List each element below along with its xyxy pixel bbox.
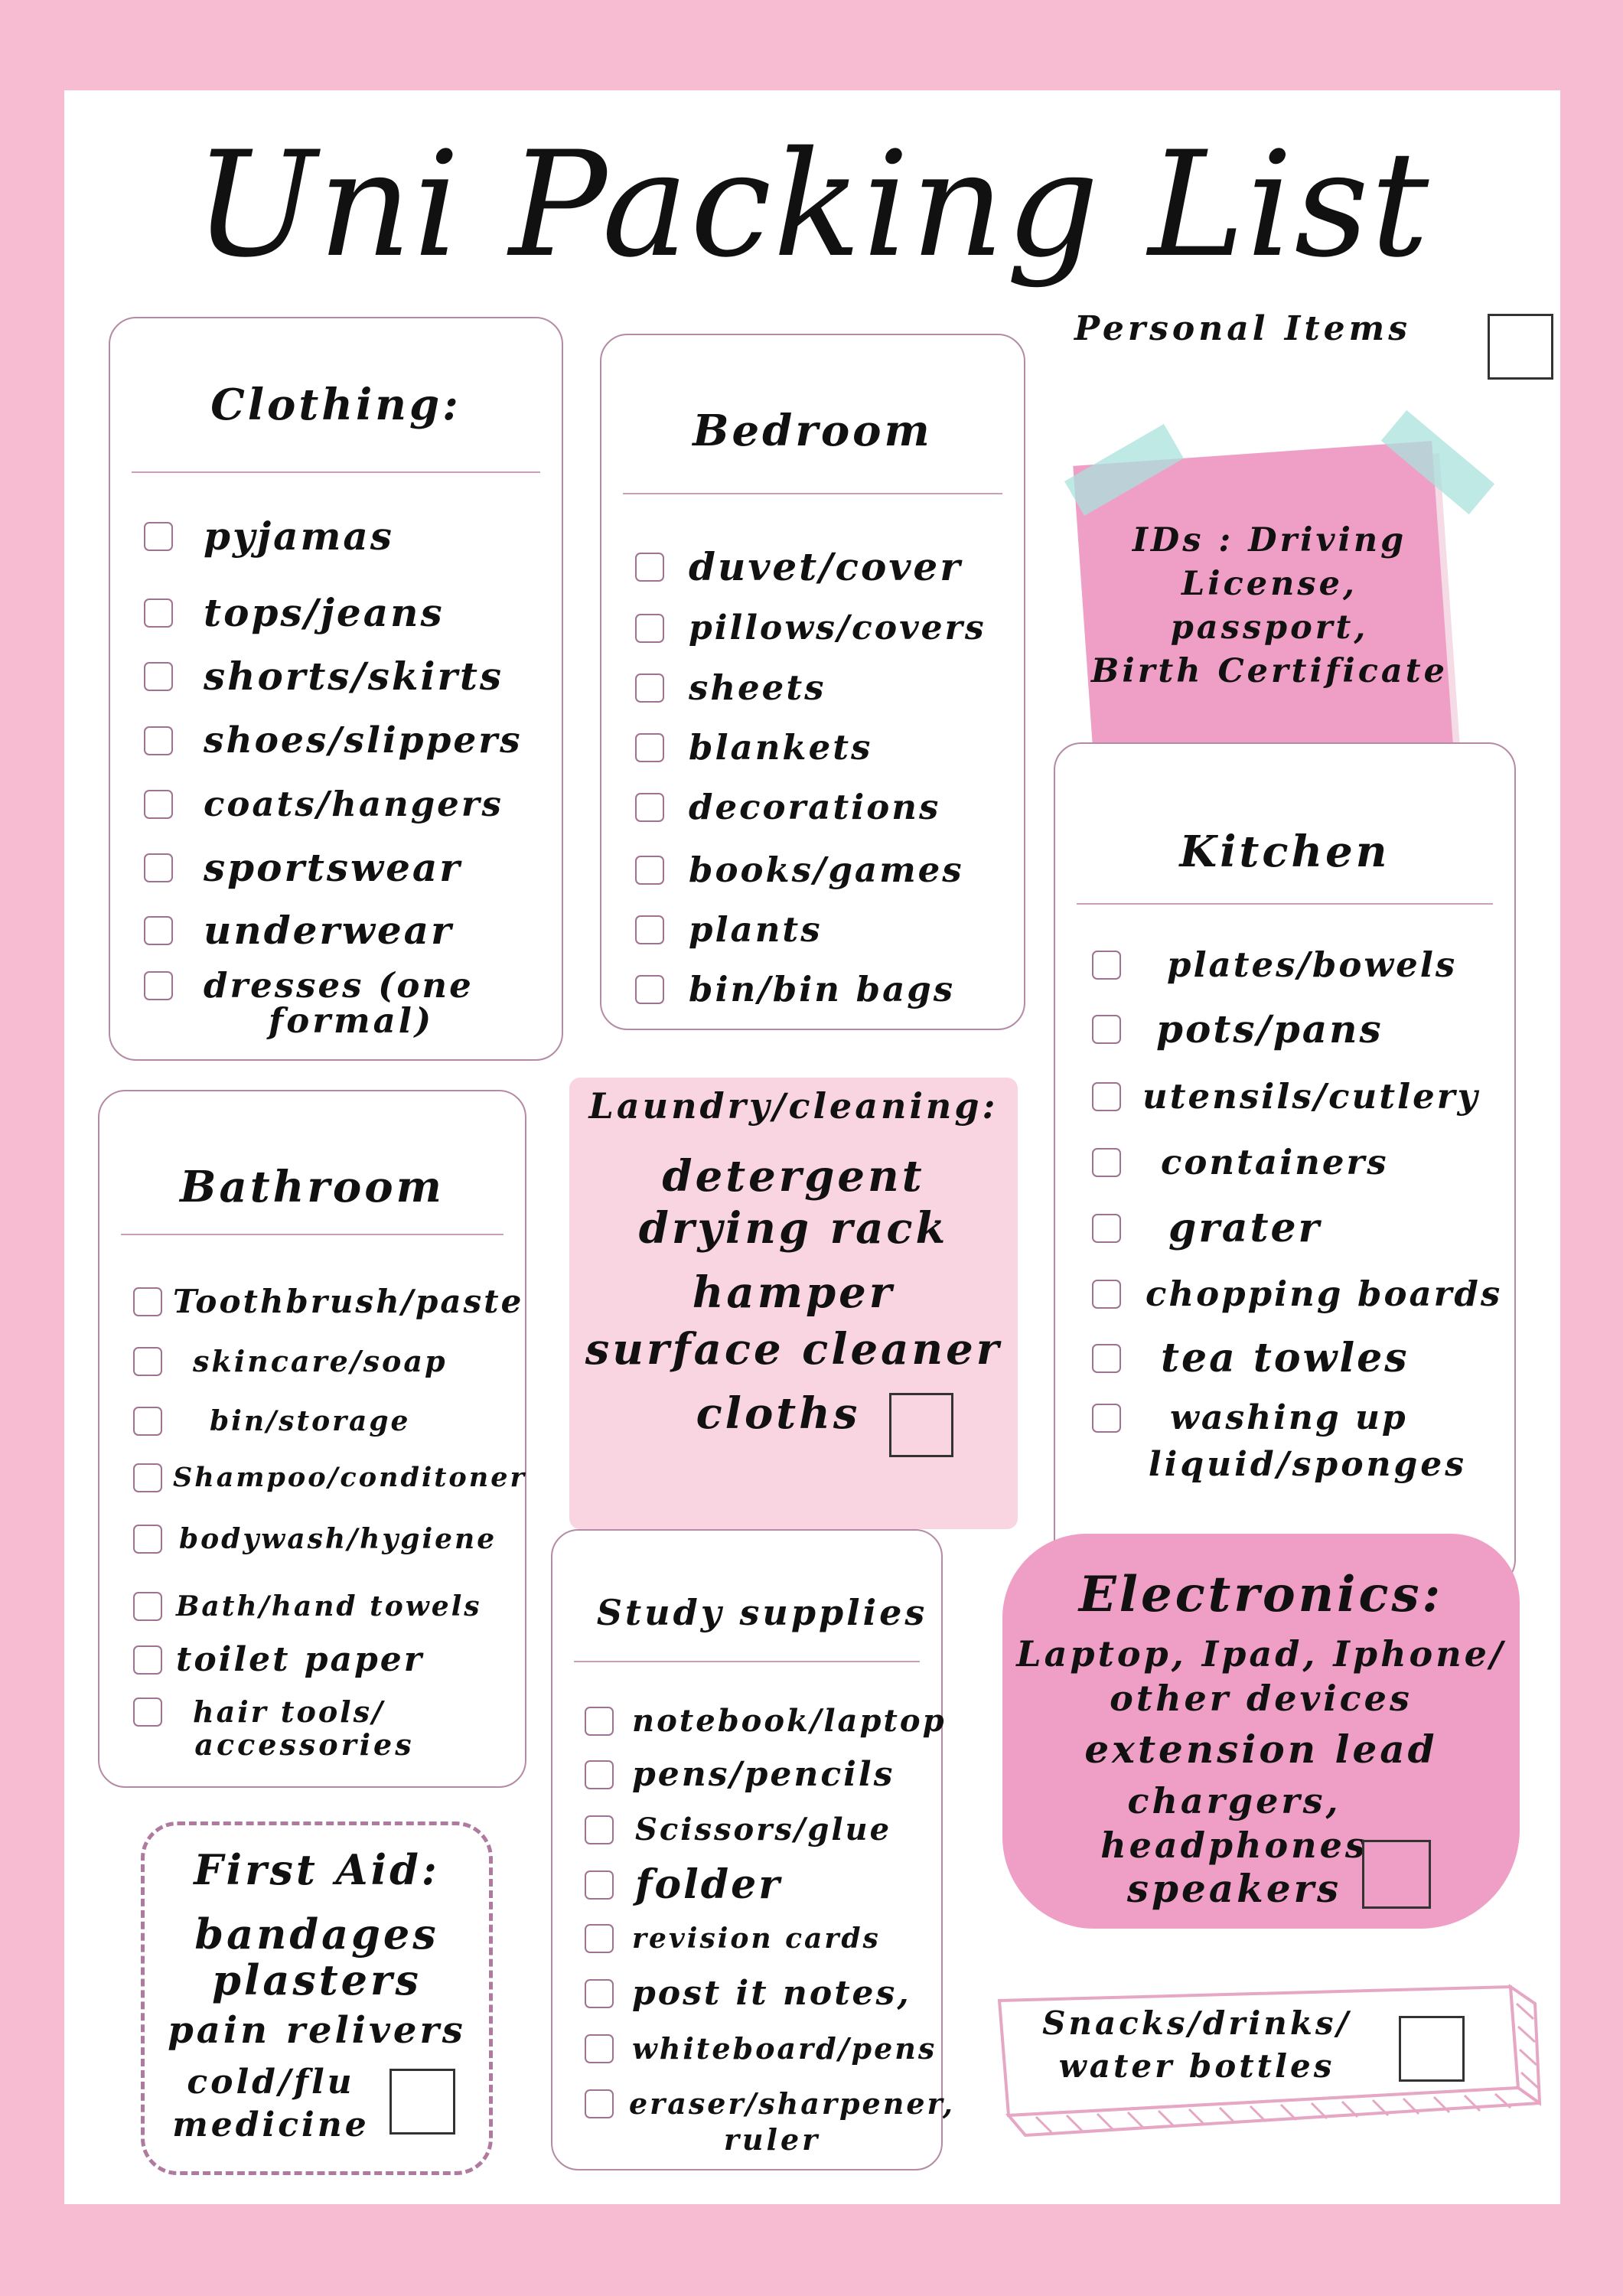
laundry-item-surface: surface cleaner xyxy=(585,1324,1002,1375)
kitchen-item-grater[interactable]: grater xyxy=(1092,1202,1507,1255)
clothing-item-dresses[interactable]: dresses (one xyxy=(144,959,554,1013)
first-aid-section xyxy=(141,1821,493,2175)
bathroom-item-bin[interactable]: bin/storage xyxy=(133,1394,517,1448)
checkbox[interactable] xyxy=(585,1870,614,1900)
checkbox[interactable] xyxy=(585,1924,614,1953)
study-item-eraser[interactable]: eraser/sharpener, xyxy=(585,2077,934,2131)
bedroom-card xyxy=(600,334,1025,1030)
bathroom-item-toothbrush[interactable]: Toothbrush/paste xyxy=(133,1275,517,1329)
bedroom-item-bin[interactable]: bin/bin bags xyxy=(635,963,1016,1016)
checkbox[interactable] xyxy=(585,2089,614,2118)
kitchen-item-containers[interactable]: containers xyxy=(1092,1136,1507,1189)
bathroom-title: Bathroom xyxy=(180,1162,445,1212)
bathroom-item-toilet[interactable]: toilet paper xyxy=(133,1633,517,1687)
checkbox[interactable] xyxy=(1092,1344,1121,1373)
checkbox[interactable] xyxy=(635,793,664,822)
study-title: Study supplies xyxy=(596,1592,928,1633)
first-aid-cold: cold/flu xyxy=(187,2063,355,2102)
checkbox[interactable] xyxy=(585,1760,614,1789)
snacks-checkbox[interactable] xyxy=(1399,2016,1465,2082)
clothing-item-shoes[interactable]: shoes/slippers xyxy=(144,714,554,768)
checkbox[interactable] xyxy=(635,733,664,762)
clothing-item-tops[interactable]: tops/jeans xyxy=(144,586,554,640)
clothing-item-coats[interactable]: coats/hangers xyxy=(144,778,554,831)
study-item-notebook[interactable]: notebook/laptop xyxy=(585,1694,934,1748)
checkbox[interactable] xyxy=(635,975,664,1004)
kitchen-item-washing-line2: liquid/sponges xyxy=(1148,1445,1468,1484)
clothing-item-dresses-line2: formal) xyxy=(268,1000,435,1041)
first-aid-plasters: plasters xyxy=(212,1955,422,2004)
clothing-card xyxy=(109,317,563,1061)
snacks-text xyxy=(1028,2002,1365,2088)
packing-list-page xyxy=(64,90,1560,2204)
checkbox[interactable] xyxy=(1092,951,1121,980)
personal-items-title: Personal Items xyxy=(1074,309,1411,348)
electronics-line-laptop: Laptop, Ipad, Iphone/ xyxy=(1016,1633,1506,1675)
checkbox[interactable] xyxy=(144,662,173,691)
checkbox[interactable] xyxy=(1092,1015,1121,1044)
kitchen-item-pots[interactable]: pots/pans xyxy=(1092,1003,1507,1056)
first-aid-medicine: medicine xyxy=(172,2105,370,2144)
study-card xyxy=(551,1529,955,2170)
checkbox[interactable] xyxy=(133,1525,162,1554)
clothing-title: Clothing: xyxy=(210,380,461,430)
checkbox[interactable] xyxy=(133,1698,162,1727)
first-aid-bandages: bandages xyxy=(194,1910,439,1958)
bathroom-item-bodywash[interactable]: bodywash/hygiene xyxy=(133,1512,517,1566)
study-item-revision[interactable]: revision cards xyxy=(585,1912,934,1965)
laundry-item-hamper: hamper xyxy=(692,1267,895,1318)
note-line: IDs : Driving xyxy=(1132,521,1407,559)
bathroom-item-towels[interactable]: Bath/hand towels xyxy=(133,1580,517,1633)
checkbox[interactable] xyxy=(133,1347,162,1376)
checkbox[interactable] xyxy=(635,915,664,944)
kitchen-divider xyxy=(1077,903,1493,905)
kitchen-item-plates[interactable]: plates/bowels xyxy=(1092,938,1507,992)
checkbox[interactable] xyxy=(144,790,173,819)
checkbox[interactable] xyxy=(585,1815,614,1844)
checkbox[interactable] xyxy=(635,553,664,582)
clothing-item-pyjamas[interactable]: pyjamas xyxy=(144,510,554,563)
checkbox[interactable] xyxy=(133,1592,162,1621)
bathroom-item-hair-line2: accessories xyxy=(194,1727,415,1762)
checkbox[interactable] xyxy=(133,1463,162,1492)
kitchen-item-utensils[interactable]: utensils/cutlery xyxy=(1092,1070,1507,1124)
first-aid-checkbox[interactable] xyxy=(389,2069,455,2135)
note-line: passport, xyxy=(1170,608,1369,647)
checkbox[interactable] xyxy=(585,1707,614,1736)
bedroom-title: Bedroom xyxy=(693,406,933,456)
study-item-postit[interactable]: post it notes, xyxy=(585,1967,934,2020)
checkbox[interactable] xyxy=(144,726,173,755)
checkbox[interactable] xyxy=(133,1287,162,1316)
electronics-checkbox[interactable] xyxy=(1362,1840,1431,1909)
electronics-line-speakers: speakers xyxy=(1126,1866,1342,1911)
bedroom-item-plants[interactable]: plants xyxy=(635,903,1016,957)
checkbox[interactable] xyxy=(1092,1082,1121,1111)
checkbox[interactable] xyxy=(1092,1214,1121,1243)
electronics-line-devices: other devices xyxy=(1110,1678,1413,1719)
checkbox[interactable] xyxy=(635,856,664,885)
bathroom-item-hair[interactable]: hair tools/ xyxy=(133,1685,517,1739)
laundry-item-cloths: cloths xyxy=(696,1388,861,1439)
note-line: License, xyxy=(1181,565,1357,603)
study-item-scissors[interactable]: Scissors/glue xyxy=(585,1803,934,1857)
checkbox[interactable] xyxy=(144,916,173,945)
study-item-whiteboard[interactable]: whiteboard/pens xyxy=(585,2022,934,2076)
kitchen-title: Kitchen xyxy=(1179,827,1390,877)
checkbox[interactable] xyxy=(1092,1404,1121,1433)
electronics-line-chargers: chargers, xyxy=(1127,1780,1341,1821)
personal-items-checkbox[interactable] xyxy=(1488,314,1553,380)
bedroom-item-sheets[interactable]: sheets xyxy=(635,661,1016,715)
laundry-item-drying: drying rack xyxy=(638,1203,949,1254)
bathroom-item-shampoo[interactable]: Shampoo/conditoner xyxy=(133,1451,517,1505)
checkbox[interactable] xyxy=(635,673,664,703)
checkbox[interactable] xyxy=(635,614,664,643)
first-aid-title: First Aid: xyxy=(194,1845,440,1894)
checkbox[interactable] xyxy=(144,598,173,628)
laundry-section xyxy=(569,1078,1018,1529)
checkbox[interactable] xyxy=(133,1645,162,1675)
study-item-ruler: ruler xyxy=(723,2122,821,2157)
electronics-title: Electronics: xyxy=(1078,1566,1444,1623)
bathroom-divider xyxy=(121,1234,504,1235)
bedroom-item-duvet[interactable]: duvet/cover xyxy=(635,540,1016,594)
checkbox[interactable] xyxy=(585,2034,614,2063)
bedroom-item-pillows[interactable]: pillows/covers xyxy=(635,602,1016,655)
snacks-line: water bottles xyxy=(1058,2047,1335,2085)
kitchen-card xyxy=(1054,742,1516,1587)
bedroom-item-blankets[interactable]: blankets xyxy=(635,721,1016,775)
checkbox[interactable] xyxy=(144,971,173,1000)
checkbox[interactable] xyxy=(144,853,173,882)
clothing-divider xyxy=(132,471,540,473)
bathroom-item-skincare[interactable]: skincare/soap xyxy=(133,1335,517,1388)
first-aid-pain: pain relivers xyxy=(168,2009,466,2052)
checkbox[interactable] xyxy=(133,1407,162,1436)
study-item-folder[interactable]: folder xyxy=(585,1858,934,1912)
clothing-item-shorts[interactable]: shorts/skirts xyxy=(144,650,554,703)
bedroom-divider xyxy=(623,493,1002,494)
personal-items-section xyxy=(1059,297,1549,817)
snacks-line: Snacks/drinks/ xyxy=(1042,2004,1351,2042)
bedroom-item-decorations[interactable]: decorations xyxy=(635,781,1016,834)
note-line: Birth Certificate xyxy=(1091,652,1448,690)
study-item-pens[interactable]: pens/pencils xyxy=(585,1748,934,1802)
clothing-item-underwear[interactable]: underwear xyxy=(144,904,554,957)
bathroom-card xyxy=(98,1090,526,1788)
study-divider xyxy=(574,1661,920,1662)
sticky-note-text xyxy=(1090,519,1449,693)
checkbox[interactable] xyxy=(1092,1148,1121,1177)
electronics-section xyxy=(1002,1534,1520,1929)
clothing-item-sportswear[interactable]: sportswear xyxy=(144,841,554,895)
laundry-title: Laundry/cleaning: xyxy=(588,1085,999,1127)
kitchen-item-tea[interactable]: tea towles xyxy=(1092,1332,1507,1385)
checkbox[interactable] xyxy=(1092,1280,1121,1309)
bedroom-item-books[interactable]: books/games xyxy=(635,843,1016,897)
laundry-item-detergent: detergent xyxy=(662,1151,925,1202)
electronics-line-extension: extension lead xyxy=(1084,1727,1438,1772)
page-title: Uni Packing List xyxy=(194,120,1431,289)
checkbox[interactable] xyxy=(144,522,173,551)
checkbox[interactable] xyxy=(585,1979,614,2008)
kitchen-item-chopping[interactable]: chopping boards xyxy=(1092,1267,1507,1321)
kitchen-item-washing[interactable]: washing up xyxy=(1092,1391,1507,1445)
laundry-checkbox[interactable] xyxy=(889,1393,953,1457)
electronics-line-headphones: headphones xyxy=(1100,1825,1368,1866)
